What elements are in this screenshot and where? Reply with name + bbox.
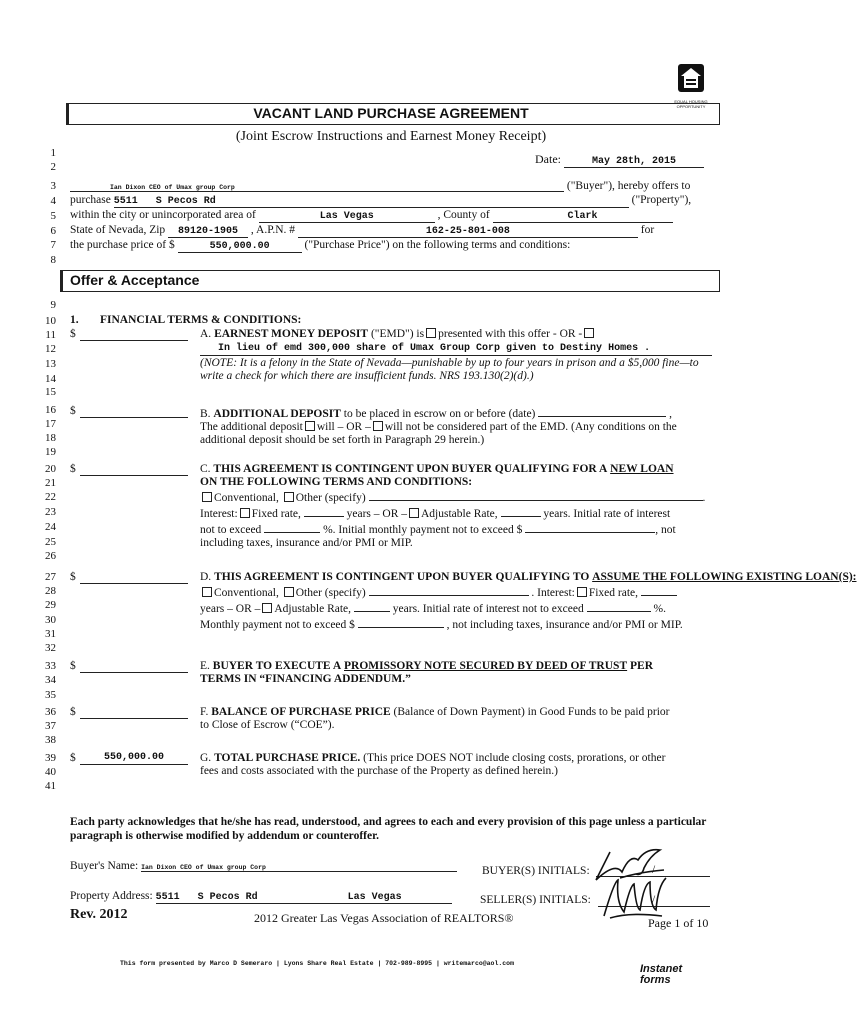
section-f xyxy=(200,706,712,732)
d-other-field[interactable] xyxy=(369,584,529,596)
d-adjustable-checkbox[interactable] xyxy=(262,603,272,613)
c-title-underlined: NEW LOAN xyxy=(610,463,674,475)
c-adjustable-label: Adjustable Rate, xyxy=(421,508,498,520)
d-label: D. xyxy=(200,571,212,583)
d-dollar: $ xyxy=(70,571,76,583)
d-fixed-checkbox[interactable] xyxy=(577,587,587,597)
c-initial-rate-label: years. Initial rate of interest xyxy=(543,508,671,520)
a-presented-text: presented with this offer - OR - xyxy=(438,328,583,340)
d-fixed-field[interactable] xyxy=(641,584,677,596)
f-title: BALANCE OF PURCHASE PRICE xyxy=(211,706,391,718)
acknowledgement: Each party acknowledges that he/she has read, understood, and agrees to each and every provision of this page unless a particular paragraph is otherwise modified by addendum or counteroffer. xyxy=(70,816,707,842)
e-label: E. xyxy=(200,660,210,672)
section-g xyxy=(200,752,712,778)
page-number: Page 1 of 10 xyxy=(648,916,709,930)
additional-deposit-date-field[interactable] xyxy=(538,405,666,417)
e-title1: BUYER TO EXECUTE A xyxy=(212,660,342,672)
state-label: State of Nevada, Zip xyxy=(70,224,166,236)
d-adjustable-label: Adjustable Rate, xyxy=(274,603,352,615)
c-interest-label: Interest: xyxy=(200,508,238,520)
c-conventional-label: Conventional, xyxy=(214,492,279,504)
apn-field[interactable]: 162-25-801-008 xyxy=(298,226,638,238)
d-title-underlined: ASSUME THE FOLLOWING EXISTING LOAN(S): xyxy=(592,571,857,583)
d-conventional-label: Conventional, xyxy=(214,587,279,599)
b-line3: additional deposit should be set forth in Paragraph 29 herein.) xyxy=(200,434,485,446)
b-dollar: $ xyxy=(70,405,76,417)
property-field[interactable]: 5511 S Pecos Rd xyxy=(114,196,629,208)
buyer-initials-slash: / xyxy=(652,864,656,876)
d-initial-rate-label: years. Initial rate of interest not to exceed xyxy=(392,603,584,615)
price-suffix: ("Purchase Price") on the following terms and conditions: xyxy=(304,239,571,251)
zip-field[interactable]: 89120-1905 xyxy=(168,226,248,238)
buyer-name-row xyxy=(70,860,457,872)
copyright: 2012 Greater Las Vegas Association of REALTORS® xyxy=(254,911,514,925)
line-number: 34 xyxy=(45,674,56,686)
instanet-logo xyxy=(640,964,720,992)
c-not-label: , not xyxy=(655,524,676,536)
emd-other-field[interactable]: In lieu of emd 300,000 share of Umax Group Corp given to Destiny Homes . xyxy=(200,342,712,356)
line-number: 3 xyxy=(50,180,56,192)
d-title1: THIS AGREEMENT IS CONTINGENT UPON BUYER QUALIFYING TO xyxy=(214,571,590,583)
g-text: (This price DOES NOT include closing costs, prorations, or other xyxy=(363,752,666,764)
equal-housing-text: EQUAL HOUSING OPPORTUNITY xyxy=(674,99,708,109)
c-fixed-years-field[interactable] xyxy=(304,505,344,517)
line-number: 23 xyxy=(45,506,56,518)
section-d xyxy=(200,571,857,632)
e-amount-field[interactable] xyxy=(80,660,188,673)
line-number: 22 xyxy=(45,491,56,503)
footer-presented-by: This form presented by Marco D Semeraro | Lyons Share Real Estate | 702-989-8995 | writemarco@aol.com xyxy=(120,960,514,967)
g-amount-field[interactable]: 550,000.00 xyxy=(80,752,188,765)
f-amount-field[interactable] xyxy=(80,706,188,719)
line-number: 1 xyxy=(50,147,56,159)
document-subtitle: (Joint Escrow Instructions and Earnest Money Receipt) xyxy=(235,129,547,144)
property-address-field[interactable] xyxy=(156,892,452,904)
e-title2: PER xyxy=(630,660,653,672)
line-number: 14 xyxy=(45,373,56,385)
document-title: VACANT LAND PURCHASE AGREEMENT xyxy=(253,105,529,121)
line-number: 30 xyxy=(45,614,56,626)
line-number: 16 xyxy=(45,404,56,416)
c-title2: ON THE FOLLOWING TERMS AND CONDITIONS: xyxy=(200,476,473,488)
line-number: 11 xyxy=(45,329,56,341)
g-title: TOTAL PURCHASE PRICE. xyxy=(214,752,361,764)
line-number: 26 xyxy=(45,550,56,562)
property-address-value: 5511 S Pecos Rd xyxy=(155,892,258,903)
date-field[interactable]: May 28th, 2015 xyxy=(564,156,704,168)
d-rate-field[interactable] xyxy=(587,600,651,612)
d-conventional-checkbox[interactable] xyxy=(202,587,212,597)
d-monthly-field[interactable] xyxy=(358,616,444,628)
buyer-name-field[interactable]: Ian Dixon CEO of Umax group Corp xyxy=(141,864,457,872)
additional-deposit-will-not-checkbox[interactable] xyxy=(373,421,383,431)
f-dollar: $ xyxy=(70,706,76,718)
c-fixed-checkbox[interactable] xyxy=(240,508,250,518)
c-other-field[interactable] xyxy=(369,489,703,501)
line-number: 17 xyxy=(45,418,56,430)
price-label: the purchase price of $ xyxy=(70,239,175,251)
g-dollar: $ xyxy=(70,752,76,764)
city-label: within the city or unincorporated area of xyxy=(70,209,256,221)
line-number: 38 xyxy=(45,734,56,746)
additional-deposit-will-checkbox[interactable] xyxy=(305,421,315,431)
date-label: Date: xyxy=(535,152,561,166)
b-label: B. xyxy=(200,408,211,420)
property-address-label: Property Address: xyxy=(70,890,153,902)
line-number: 5 xyxy=(50,210,56,222)
purchase-label: purchase xyxy=(70,194,111,206)
c-payment-field[interactable] xyxy=(525,521,655,533)
f-label: F. xyxy=(200,706,209,718)
b-amount-field[interactable] xyxy=(80,405,188,418)
d-adjustable-years-field[interactable] xyxy=(354,600,390,612)
revision: Rev. 2012 xyxy=(70,907,128,922)
line-number: 18 xyxy=(45,432,56,444)
county-field[interactable]: Clark xyxy=(493,211,673,223)
d-other-checkbox[interactable] xyxy=(284,587,294,597)
g-label: G. xyxy=(200,752,212,764)
c-nte-label: not to exceed xyxy=(200,524,262,536)
d-monthly-label: Monthly payment not to exceed $ xyxy=(200,619,355,631)
c-including-text: including taxes, insurance and/or PMI or MIP. xyxy=(200,537,413,549)
buyer-row xyxy=(70,180,714,192)
financial-number: 1. xyxy=(70,314,79,326)
line-number: 7 xyxy=(50,239,56,251)
property-address-city: Las Vegas xyxy=(347,892,402,903)
e-title-underlined: PROMISSORY NOTE SECURED BY DEED OF TRUST xyxy=(344,660,628,672)
buyer-field[interactable]: Ian Dixon CEO of Umax group Corp xyxy=(70,184,564,192)
b-title: ADDITIONAL DEPOSIT xyxy=(213,408,341,420)
date-row xyxy=(535,152,704,168)
line-number: 19 xyxy=(45,446,56,458)
a-dollar: $ xyxy=(70,328,76,340)
line-number: 2 xyxy=(50,161,56,173)
e-title3: TERMS IN “FINANCING ADDENDUM.” xyxy=(200,673,411,685)
buyer-initials-label: BUYER(S) INITIALS: xyxy=(482,865,590,877)
line-number: 15 xyxy=(45,386,56,398)
c-payment-label: %. Initial monthly payment not to exceed $ xyxy=(323,524,523,536)
property-suffix: ("Property"), xyxy=(631,194,692,206)
d-years-or: years – OR – xyxy=(200,603,261,615)
a-title-post: ("EMD") is xyxy=(370,328,425,340)
section-b: B. ADDITIONAL DEPOSIT to be placed in escrow on or before (date) , The additional deposit will – OR – will not be considered part of the EMD. (Any conditions on the additional deposit should be set forth in Paragraph 29 herein.) xyxy=(200,405,712,447)
line-number: 36 xyxy=(45,706,56,718)
b-line2-a: The additional deposit xyxy=(200,421,303,433)
c-title1: THIS AGREEMENT IS CONTINGENT UPON BUYER QUALIFYING FOR A xyxy=(213,463,608,475)
line-number: 25 xyxy=(45,536,56,548)
line-number: 12 xyxy=(45,343,56,355)
d-fixed-label: Fixed rate, xyxy=(588,587,639,599)
d-amount-field[interactable] xyxy=(80,571,188,584)
line-number: 21 xyxy=(45,477,56,489)
c-adjustable-years-field[interactable] xyxy=(501,505,541,517)
city-row xyxy=(70,209,714,223)
c-other-checkbox[interactable] xyxy=(284,492,294,502)
d-other-label: Other (specify) xyxy=(295,587,366,599)
c-amount-field[interactable] xyxy=(80,463,188,476)
c-conventional-checkbox[interactable] xyxy=(202,492,212,502)
line-number: 4 xyxy=(50,195,56,207)
c-other-label: Other (specify) xyxy=(295,492,366,504)
price-row xyxy=(70,239,714,253)
line-number: 40 xyxy=(45,766,56,778)
c-years-or: years – OR – xyxy=(346,508,407,520)
a-amount-field[interactable] xyxy=(80,328,188,341)
buyer-suffix: ("Buyer"), hereby offers to xyxy=(566,180,691,192)
for-label: for xyxy=(640,224,655,236)
line-number: 20 xyxy=(45,463,56,475)
section-a xyxy=(200,328,712,383)
e-dollar: $ xyxy=(70,660,76,672)
d-not-including: , not including taxes, insurance and/or PMI or MIP. xyxy=(446,619,683,631)
line-number: 39 xyxy=(45,752,56,764)
line-number: 13 xyxy=(45,358,56,370)
b-line2-c: will not be considered part of the EMD. (Any conditions on the xyxy=(384,421,677,433)
a-note: (NOTE: It is a felony in the State of Nevada—punishable by up to four years in prison and a $5,000 fine—to write a check for which there are insufficient funds. NRS 193.130(2)(d).) xyxy=(200,357,699,382)
line-number: 29 xyxy=(45,599,56,611)
line-number: 41 xyxy=(45,780,56,792)
emd-presented-checkbox[interactable] xyxy=(426,328,436,338)
b-text: to be placed in escrow on or before (date) xyxy=(343,408,536,420)
seller-initials-label: SELLER(S) INITIALS: xyxy=(480,894,591,906)
emd-other-checkbox[interactable] xyxy=(584,328,594,338)
property-address-row xyxy=(70,890,452,904)
g-line2: fees and costs associated with the purchase of the Property as defined herein.) xyxy=(200,765,558,777)
offer-acceptance-header: Offer & Acceptance xyxy=(70,272,200,288)
f-text: (Balance of Down Payment) in Good Funds to be paid prior xyxy=(393,706,670,718)
d-interest-label: . Interest: xyxy=(531,587,575,599)
line-number: 24 xyxy=(45,521,56,533)
f-line2: to Close of Escrow (“COE”). xyxy=(200,719,335,731)
line-number: 9 xyxy=(50,299,56,311)
line-number: 33 xyxy=(45,660,56,672)
equal-housing-icon xyxy=(668,62,714,96)
buyer-name-label: Buyer's Name: xyxy=(70,860,139,872)
section-e xyxy=(200,660,712,686)
line-number: 37 xyxy=(45,720,56,732)
city-field[interactable]: Las Vegas xyxy=(259,211,435,223)
a-title: EARNEST MONEY DEPOSIT xyxy=(214,328,369,340)
a-label: A. xyxy=(200,328,212,340)
c-label: C. xyxy=(200,463,211,475)
line-number: 27 xyxy=(45,571,56,583)
c-fixed-label: Fixed rate, xyxy=(251,508,301,520)
line-number: 8 xyxy=(50,254,56,266)
d-percent: %. xyxy=(653,603,666,615)
c-rate-field[interactable] xyxy=(264,521,320,533)
price-field[interactable]: 550,000.00 xyxy=(178,241,302,253)
section-c: C. THIS AGREEMENT IS CONTINGENT UPON BUYER QUALIFYING FOR A NEW LOAN ON THE FOLLOWING TERMS AND CONDITIONS: Conventional, Other (specify) . Interest: Fixed rate, years – OR – Adjustable Rate, years. Initial rate of interest not to exceed %. Initial monthly payment not to exceed $ , not including taxes, insurance and/or PMI or MIP. xyxy=(200,463,712,550)
line-number: 6 xyxy=(50,225,56,237)
equal-housing-logo xyxy=(668,62,714,109)
zip-row xyxy=(70,224,714,238)
c-dollar: $ xyxy=(70,463,76,475)
county-label: , County of xyxy=(437,209,490,221)
line-number: 32 xyxy=(45,642,56,654)
c-adjustable-checkbox[interactable] xyxy=(409,508,419,518)
financial-title: FINANCIAL TERMS & CONDITIONS: xyxy=(100,314,302,326)
seller-initials-slash: / xyxy=(652,894,656,906)
line-number: 28 xyxy=(45,585,56,597)
line-number: 35 xyxy=(45,689,56,701)
line-number: 31 xyxy=(45,628,56,640)
b-line2-b: will – OR – xyxy=(316,421,371,433)
instanet-logo-text: Instanet forms xyxy=(640,963,683,986)
line-number: 10 xyxy=(45,315,56,327)
purchase-row xyxy=(70,194,714,208)
apn-label: , A.P.N. # xyxy=(250,224,296,236)
